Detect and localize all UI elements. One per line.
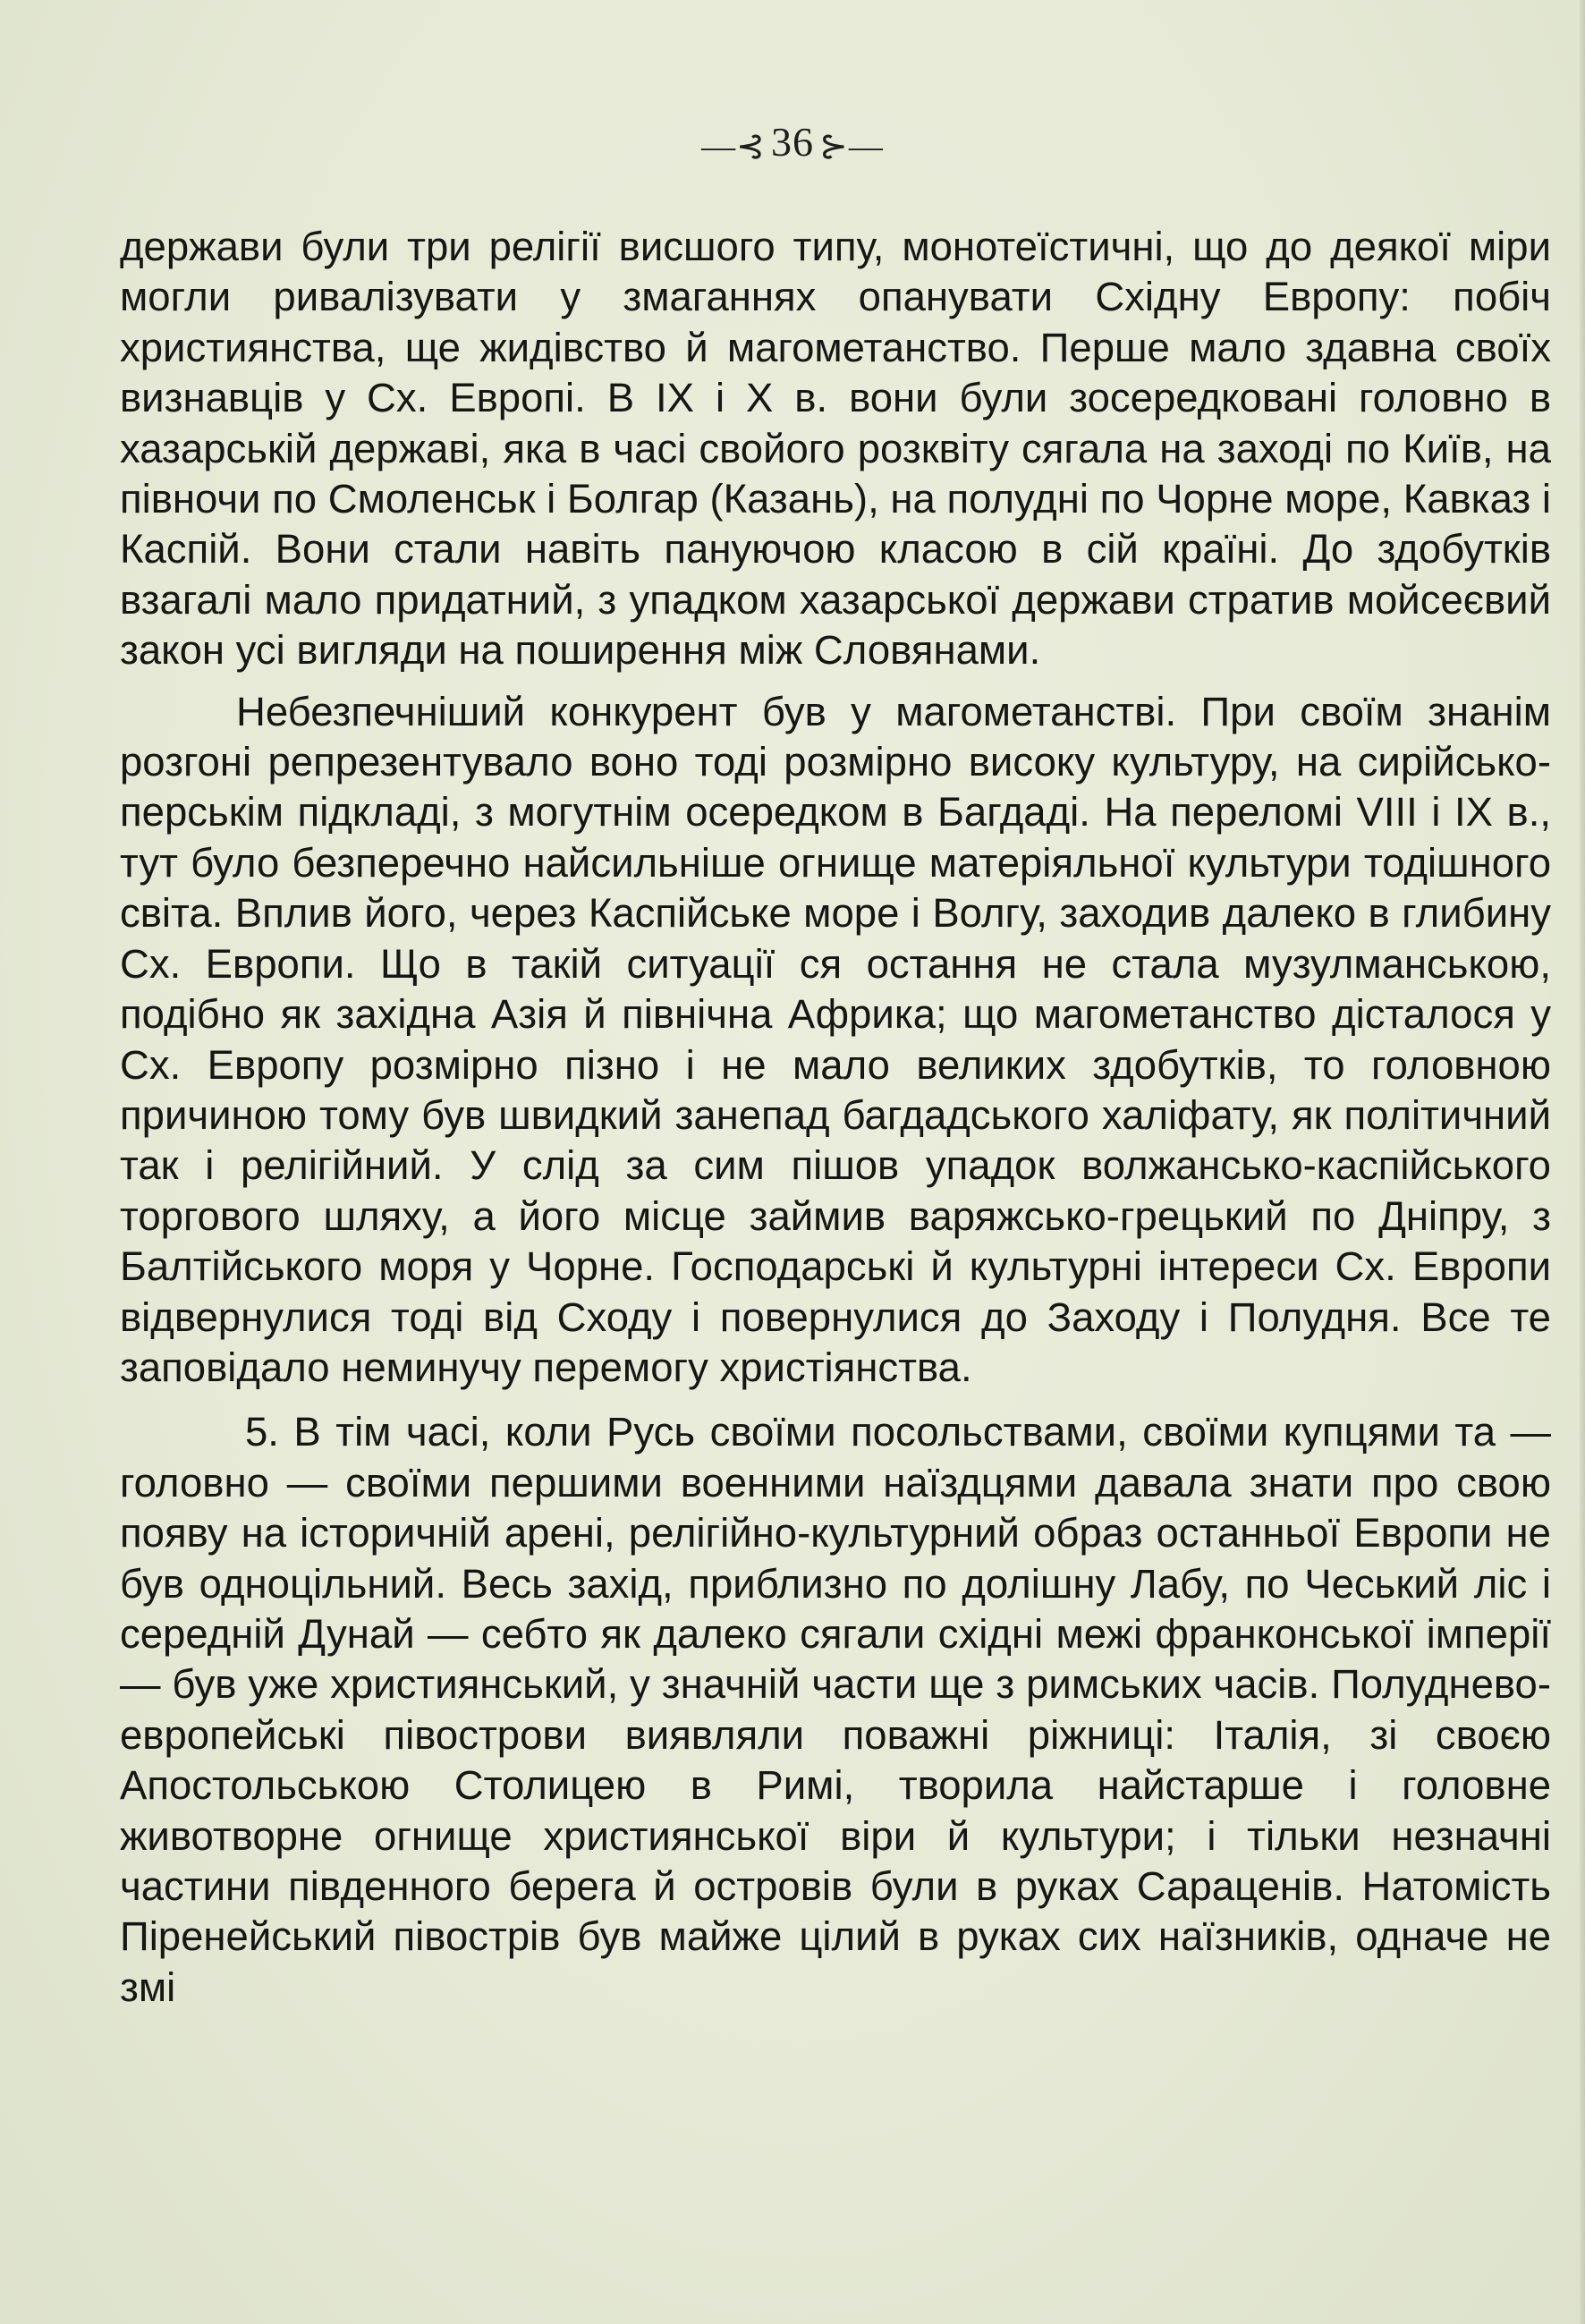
- ornament-right-icon: ⊱—: [819, 127, 884, 165]
- paragraph-continuation: держави були три релігії висшого типу, монотеїстичні, що до деякої міри могли ривалізувати у змаганнях опанувати Східну Европу: побіч християнства, ще жидівство й магометанство. Перше мало здавна своїх визнавців у Сх. Европі. В IX і X в. вони були зосередковані головно в хазарській державі, яка в часі свойого розквіту сягала на заході по Київ, на півночи по Смоленськ і Болгар (Казань), на полудні по Чорне море, Кавказ і Каспій. Вони стали навіть пануючою класою в сій країні. До здобутків взагалі мало придатний, з упадком хазарської держави стратив мойсеєвий закон усі вигляди на поширення між Словянами.: [120, 224, 1551, 674]
- paragraph-section-5: 5. В тім часі, коли Русь своїми посольствами, своїми купцями та — головно — своїми першими военними наїздцями давала знати про свою появу на історичній арені, релігійно-культурний образ останньої Европи не був одноцільний. Весь захід, приблизно по долішну Лабу, по Чеський ліс і середній Дунай — себто як далеко сягали східні межі франконської імперії — був уже християнський, у значній части ще з римських часів. Полуднево-европейські півострови виявляли поважні ріжниці: Італія, зі своєю Апостольською Столицею в Римі, творила найстарше і головне животворне огнище християнської віри й культури; і тільки незначні частини південного берега й островів були в руках Сараценів. Натомість Піренейський півострів був майже цілий в руках сих наїзників, одначе не змі: [120, 1409, 1551, 2010]
- page-number: 36: [771, 119, 814, 165]
- page-number-header: [0, 118, 1585, 166]
- ornament-left-icon: —⊰: [701, 127, 766, 165]
- page-edge-shadow: [1580, 0, 1585, 2324]
- main-text: [120, 222, 1551, 2013]
- paragraph-magometanstvo: Небезпечніший конкурент був у магометанстві. При своїм знанім розгоні репрезентувало воно тоді розмірно високу культуру, на сирійсько-перськім підкладі, з могутнім осередком в Багдаді. На переломі VIII і IX в., тут було безперечно найсильніше огнище матеріяльної культури тодішного світа. Вплив його, через Каспійське море і Волгу, заходив далеко в глибину Сх. Европи. Що в такій ситуації ся остання не стала музулманською, подібно як західна Азія й північна Африка; що магометанство дісталося у Сх. Европу розмірно пізно і не мало великих здобутків, то головною причиною тому був швидкий занепад багдадського халіфату, як політичний так і релігійний. У слід за сим пішов упадок волжансько-каспійського торгового шляху, а його місце займив варяжсько-грецький по Дніпру, з Балтійського моря у Чорне. Господарські й культурні інтереси Сх. Европи відвернулися тоді від Сходу і повернулися до Заходу і Полудня. Все те заповідало неминучу перемогу христіянства.: [120, 688, 1551, 1390]
